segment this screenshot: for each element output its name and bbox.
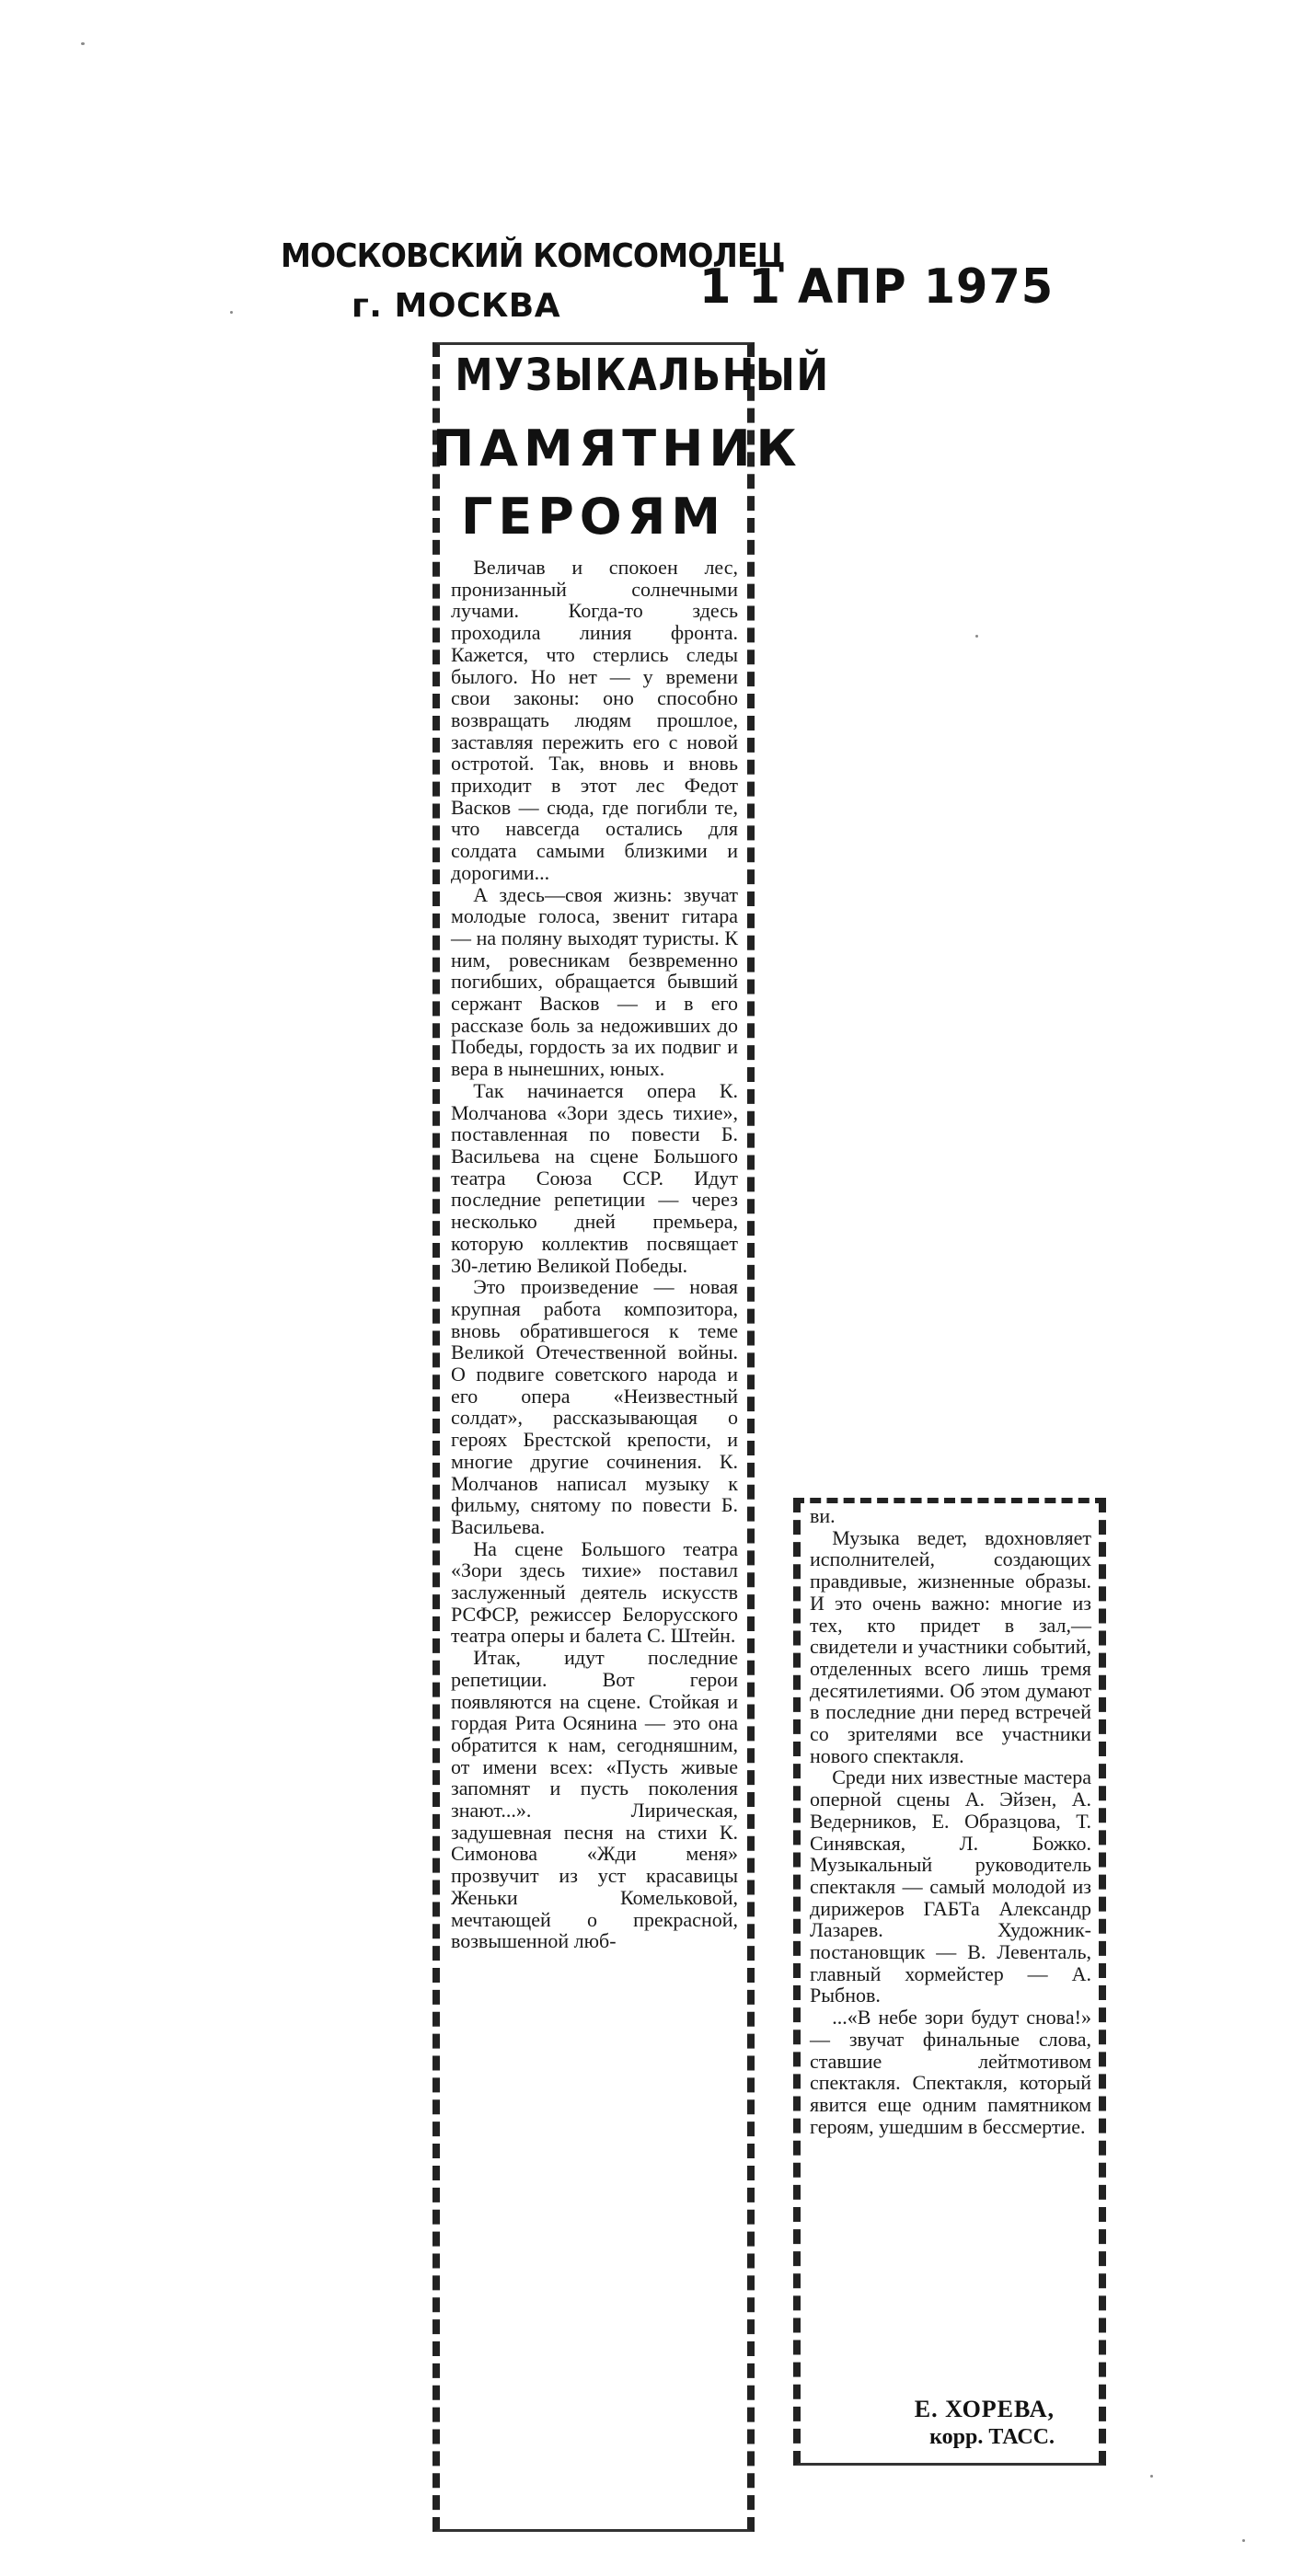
date-stamp: 1 1 АПР 1975 (699, 259, 1055, 315)
newspaper-name: МОСКОВСКИЙ КОМСОМОЛЕЦ (281, 237, 785, 275)
article-column-right (801, 1505, 1101, 2137)
paragraph: Итак, идут последние репетиции. Вот герои появляются на сцене. Стойкая и гордая Рита Осянина — это она обратится к нам, сегодняшним, от имени всех: «Пусть живые запомнят и пусть поколения знают...». Лирическая, задушевная песня на стихи К. Симонова «Жди меня» прозвучит из уст красавицы Женьки Комельковой, мечтающей о прекрасной, возвышенной люб- (451, 1646, 738, 1953)
scan-speck (81, 42, 85, 45)
scan-speck (1242, 2539, 1245, 2542)
paragraph: Так начинается опера К. Молчанова «Зори здесь тихие», поставленная по повести Б. Васильева на сцене Большого театра Союза ССР. Идут последние репетиции — через несколько дней премьера, которую коллектив посвящает 30-летию Великой Победы. (451, 1078, 738, 1277)
author-signature: Е. ХОРЕВА, (914, 2396, 1055, 2422)
paragraph: ...«В небе зори будут снова!» — звучат финальные слова, ставшие лейтмотивом спектакля. Спектакля, который явится еще одним памятником героям, ушедшим в бессмертие. (810, 2006, 1091, 2138)
article-column-left (442, 557, 747, 1952)
paragraph: Это произведение — новая крупная работа композитора, вновь обратившегося к теме Великой Отечественной войны. О подвиге советского народа и его опера «Неизвестный солдат», рассказывающая о героях Брестской крепости, и многие другие сочинения. К. Молчанов написал музыку к фильму, снятому по повести Б. Васильева. (451, 1275, 738, 1538)
headline-line-1: МУЗЫКАЛЬНЫЙ (455, 350, 830, 401)
agency-signature: корр. ТАСС. (929, 2425, 1055, 2449)
scan-speck (230, 311, 233, 314)
headline-line-2: ПАМЯТНИК (432, 420, 802, 477)
headline-line-3: ГЕРОЯМ (460, 488, 727, 546)
paragraph: Музыка ведет, вдохновляет исполнителей, создающих правдивые, жизненные образы. И это очень важно: многие из тех, кто придет в зал,— свидетели и участники событий, отделенных всего лишь тремя десятилетиями. Об этом думают в последние дни перед встречей со зрителями все участники нового спектакля. (810, 1525, 1091, 1767)
scan-speck (1150, 2475, 1153, 2478)
city-stamp: г. МОСКВА (352, 287, 561, 325)
scan-speck (975, 635, 978, 638)
paragraph: А здесь—своя жизнь: звучат молодые голоса, звенит гитара — на поляну выходят туристы. К ним, ровесникам безвременно погибших, обращается бывший сержант Васков — и в его рассказе боль за недоживших до Победы, гордость за их подвиг и вера в нынешних, юных. (451, 882, 738, 1081)
paragraph: На сцене Большого театра «Зори здесь тихие» поставил заслуженный деятель искусств РСФСР, режиссер Белорусского театра оперы и балета С. Штейн. (451, 1536, 738, 1648)
paragraph: Среди них известные мастера оперной сцены А. Эйзен, А. Ведерников, Е. Образцова, Т. Синявская, Л. Божко. Музыкальный руководитель спектакля — самый молодой из дирижеров ГАБТа Александр Лазарев. Художник-постановщик — В. Левенталь, главный хормейстер — А. Рыбнов. (810, 1765, 1091, 2007)
paragraph: ви. (810, 1504, 836, 1527)
paragraph: Величав и спокоен лес, пронизанный солнечными лучами. Когда-то здесь проходила линия фронта. Кажется, что стерлись следы былого. Но нет — у времени свои законы: оно способно возвращать людям прошлое, заставляя пережить его с новой остротой. Так, вновь и вновь приходит в этот лес Федот Васков — сюда, где погибли те, что навсегда остались для солдата самыми близкими и дорогими... (451, 556, 738, 884)
